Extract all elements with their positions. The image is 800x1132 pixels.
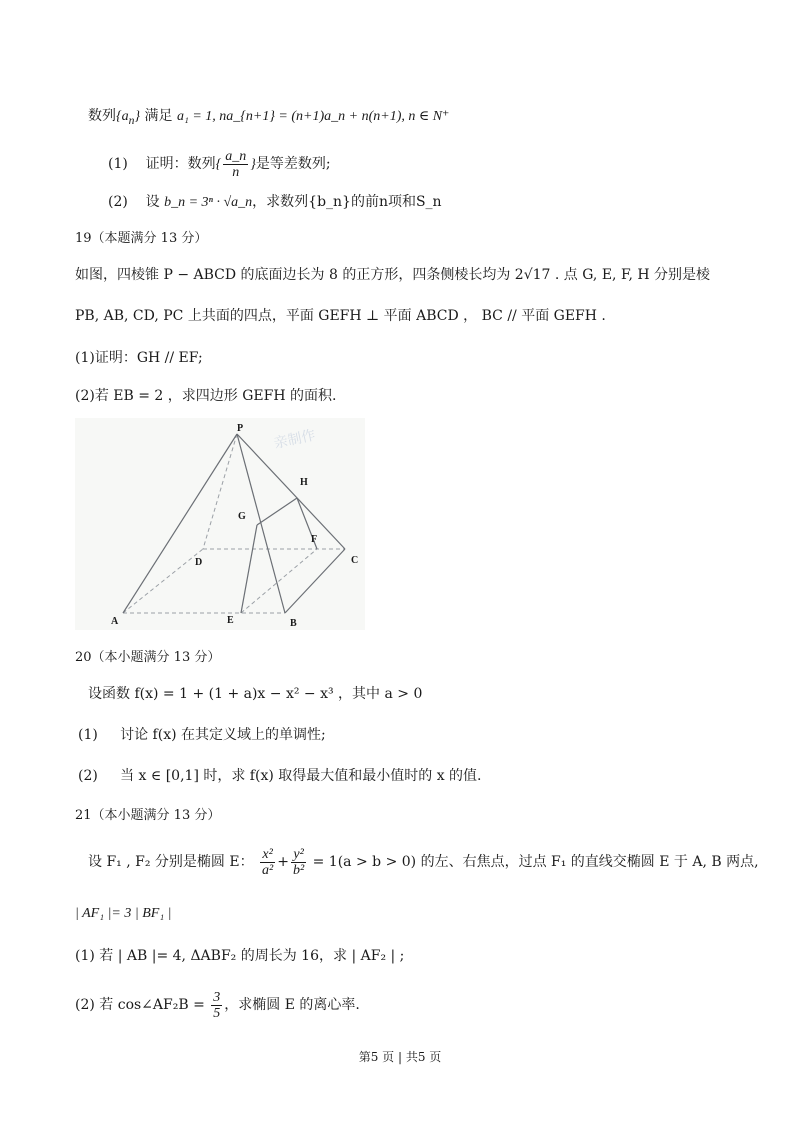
q21-header: 21（本小题满分 13 分） (75, 808, 221, 823)
label-F: F (311, 534, 318, 545)
label-A: A (111, 616, 119, 627)
q18-part2 (108, 192, 442, 213)
q18-part2-formula: b_n = 3ⁿ · √a_n (164, 195, 253, 210)
q21-part2-fraction (211, 990, 222, 1021)
q19-line2: PB, AB, CD, PC 上共面的四点，平面 GEFH ⊥ 平面 ABCD ， BC // 平面 GEFH . (75, 308, 606, 324)
q18-part2-text: 设 (145, 194, 160, 210)
q21-frac-x-den: a² (262, 862, 274, 878)
q21-frac-x (260, 847, 275, 878)
label-P: P (237, 423, 244, 434)
q20-stem: 设函数 f(x) = 1 + (1 + a)x − x² − x³ ，其中 a > 0 (88, 686, 423, 702)
q18-stem-cond: 满足 (144, 108, 173, 124)
q18-stem-set-close: } (134, 109, 141, 124)
q20-part2-text: 当 x ∈ [0,1] 时，求 f(x) 取得最大值和最小值时的 x 的值. (120, 768, 482, 784)
q20-part1-num: (1) (78, 727, 98, 743)
q21-frac-y-num: y² (291, 847, 306, 863)
q18-stem-prefix: 数列 (88, 108, 116, 124)
q19-part2: (2)若 EB = 2 ，求四边形 GEFH 的面积. (75, 388, 337, 404)
q18-part1-frac-num: a_n (225, 148, 247, 164)
label-D: D (195, 557, 203, 568)
q20-header: 20（本小题满分 13 分） (75, 650, 221, 665)
figure-watermark: 亲制作 (272, 427, 317, 452)
q20-part1 (78, 725, 326, 745)
q19-line1: 如图，四棱锥 P − ABCD 的底面边长为 8 的正方形，四条侧棱长均为 2√17 . 点 G, E, F, H 分别是棱 (75, 267, 711, 283)
q18-stem-set: {a (116, 109, 129, 124)
q21-stem-a: 设 F₁ , F₂ 分别是椭圆 E： (88, 854, 254, 870)
q19-header: 19（本题满分 13 分） (75, 231, 208, 246)
q18-stem-formula: a₁ = 1, na_{n+1} = (n+1)a_n + n(n+1), n ∈ N⁺ (176, 109, 450, 124)
q20-part1-text: 讨论 f(x) 在其定义域上的单调性; (120, 727, 326, 743)
q21-part1: (1) 若 | AB |= 4, ΔABF₂ 的周长为 16，求 | AF₂ | ; (75, 948, 405, 964)
q18-part1-fraction (223, 149, 248, 180)
q18-stem-set-sub: n (128, 113, 135, 127)
q18-stem (88, 106, 449, 131)
q18-part1: (1) 证明：数列{ $\frac{a\_n}{n}$ }是等差数列; (108, 148, 331, 180)
q21-plus: + (277, 854, 289, 870)
q20-part2 (78, 766, 482, 786)
page-footer: 第5 页 | 共5 页 (358, 1050, 442, 1064)
q18-part1-tail: 是等差数列; (255, 156, 331, 172)
q21-part2 (75, 985, 360, 1025)
q18-part2-num: (2) (108, 194, 128, 210)
q18-part2-tail: ，求数列{b_n}的前n项和S_n (252, 194, 442, 210)
q21-stem-b: = 1(a > b > 0) 的左、右焦点，过点 F₁ 的直线交椭圆 E 于 A, B 两点, (312, 854, 759, 870)
label-C: C (351, 555, 359, 566)
q21-frac-y (291, 847, 306, 878)
q21-frac-x-num: x² (260, 847, 275, 863)
q21-part2-frac-den: 5 (213, 1005, 221, 1021)
label-G: G (238, 511, 246, 522)
q21-cond: | AF₁ |= 3 | BF₁ | (75, 906, 172, 921)
q21-stem (88, 842, 759, 882)
label-E: E (227, 615, 234, 626)
pyramid-figure (75, 418, 365, 630)
q21-frac-y-den: b² (292, 862, 305, 878)
q19-part1: (1)证明：GH // EF; (75, 350, 203, 366)
q21-part2-b: ，求椭圆 E 的离心率. (224, 997, 360, 1013)
q18-part1-text: 证明：数列 (145, 156, 216, 172)
q20-part2-num: (2) (78, 768, 98, 784)
q18-part1-num: (1) (108, 156, 128, 172)
q18-part1-frac-den: n (232, 164, 240, 180)
q21-part2-a: (2) 若 cos∠AF₂B = (75, 997, 205, 1013)
label-H: H (300, 477, 308, 488)
q21-part2-frac-num: 3 (213, 989, 221, 1005)
label-B: B (290, 618, 297, 629)
